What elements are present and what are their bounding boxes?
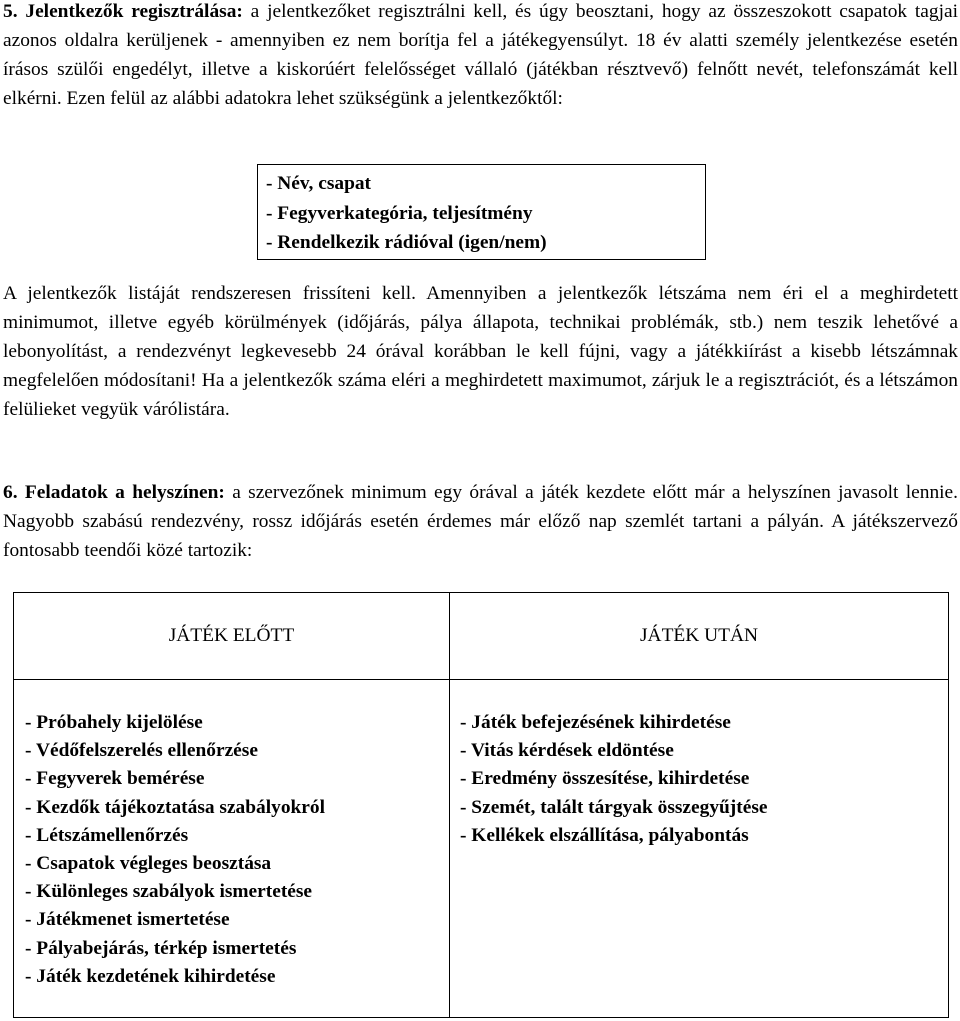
task-item: - Játékmenet ismertetése: [25, 909, 230, 931]
after-game-header: JÁTÉK UTÁN: [640, 625, 758, 646]
section-6-body: a szervezőnek minimum egy órával a játék kezdete előtt már a helyszínen javasolt lennie. Nagyobb szabású rendezvény, rossz időjárás esetén érdemes már előző nap szemlét tartani a pályán. A játékszervező fontosabb teendői közé tartozik:: [3, 482, 958, 561]
section-5-paragraph: [3, 0, 958, 113]
before-game-task-list: [25, 709, 325, 991]
section-6-heading: Feladatok a helyszínen:: [24, 482, 225, 503]
task-item: - Védőfelszerelés ellenőrzése: [25, 740, 258, 762]
data-field-item: - Név, csapat: [266, 173, 372, 194]
section-5-number: 5.: [3, 1, 18, 22]
task-item: - Kellékek elszállítása, pályabontás: [460, 824, 749, 846]
task-item: - Fegyverek bemérése: [25, 768, 205, 790]
table-header-divider: [14, 679, 948, 680]
after-game-task-list: [460, 709, 767, 850]
organizer-task-table: [13, 592, 949, 1018]
registration-notes-paragraph: A jelentkezők listáját rendszeresen frissíteni kell. Amennyiben a jelentkezők létszáma nem éri el a meghirdetett minimumot, illetve egyéb körülmények (időjárás, pálya állapota, technikai problémák, stb.) nem teszik lehetővé a lebonyolítást, a rendezvényt legkevesebb 24 órával korábban le kell fújni, vagy a játékkiírást a kisebb létszámnak megfelelően módosítani! Ha a jelentkezők száma eléri a meghirdetett maximumot, zárjuk le a regisztrációt, és a létszámon felülieket vegyük várólistára.: [3, 283, 958, 420]
task-item: - Különleges szabályok ismertetése: [25, 881, 313, 903]
section-5-heading: Jelentkezők regisztrálása:: [25, 1, 243, 22]
task-item: - Játék kezdetének kihirdetése: [25, 965, 276, 987]
task-item: - Próbahely kijelölése: [25, 712, 203, 733]
task-item: - Szemét, talált tárgyak összegyűjtése: [460, 796, 768, 818]
table-column-divider: [449, 593, 450, 1017]
data-field-item: - Fegyverkategória, teljesítmény: [266, 202, 533, 224]
section-5-body: a jelentkezőket regisztrálni kell, és úgy beosztani, hogy az összeszokott csapatok tagjai azonos oldalra kerüljenek - amennyiben ez nem borítja fel a játékegyensúlyt. 18 év alatti személy jelentkezése esetén írásos szülői engedélyt, illetve a kiskorúért felelősséget vállaló (játékban résztvevő) felnőtt nevét, telefonszámát kell elkérni. Ezen felül az alábbi adatokra lehet szükségünk a jelentkezőktől:: [3, 1, 958, 109]
task-item: - Kezdők tájékoztatása szabályokról: [25, 796, 325, 818]
data-field-item: - Rendelkezik rádióval (igen/nem): [266, 232, 547, 253]
required-data-box: [257, 164, 706, 260]
section-6-paragraph: [3, 478, 958, 565]
task-item: - Vitás kérdések eldöntése: [460, 740, 674, 762]
task-item: - Eredmény összesítése, kihirdetése: [460, 768, 750, 790]
task-item: - Létszámellenőrzés: [25, 824, 189, 846]
section-6-number: 6.: [3, 482, 18, 503]
task-item: - Játék befejezésének kihirdetése: [460, 712, 731, 733]
task-item: - Csapatok végleges beosztása: [25, 853, 272, 875]
task-item: - Pályabejárás, térkép ismertetés: [25, 937, 297, 959]
before-game-header: JÁTÉK ELŐTT: [168, 625, 295, 646]
